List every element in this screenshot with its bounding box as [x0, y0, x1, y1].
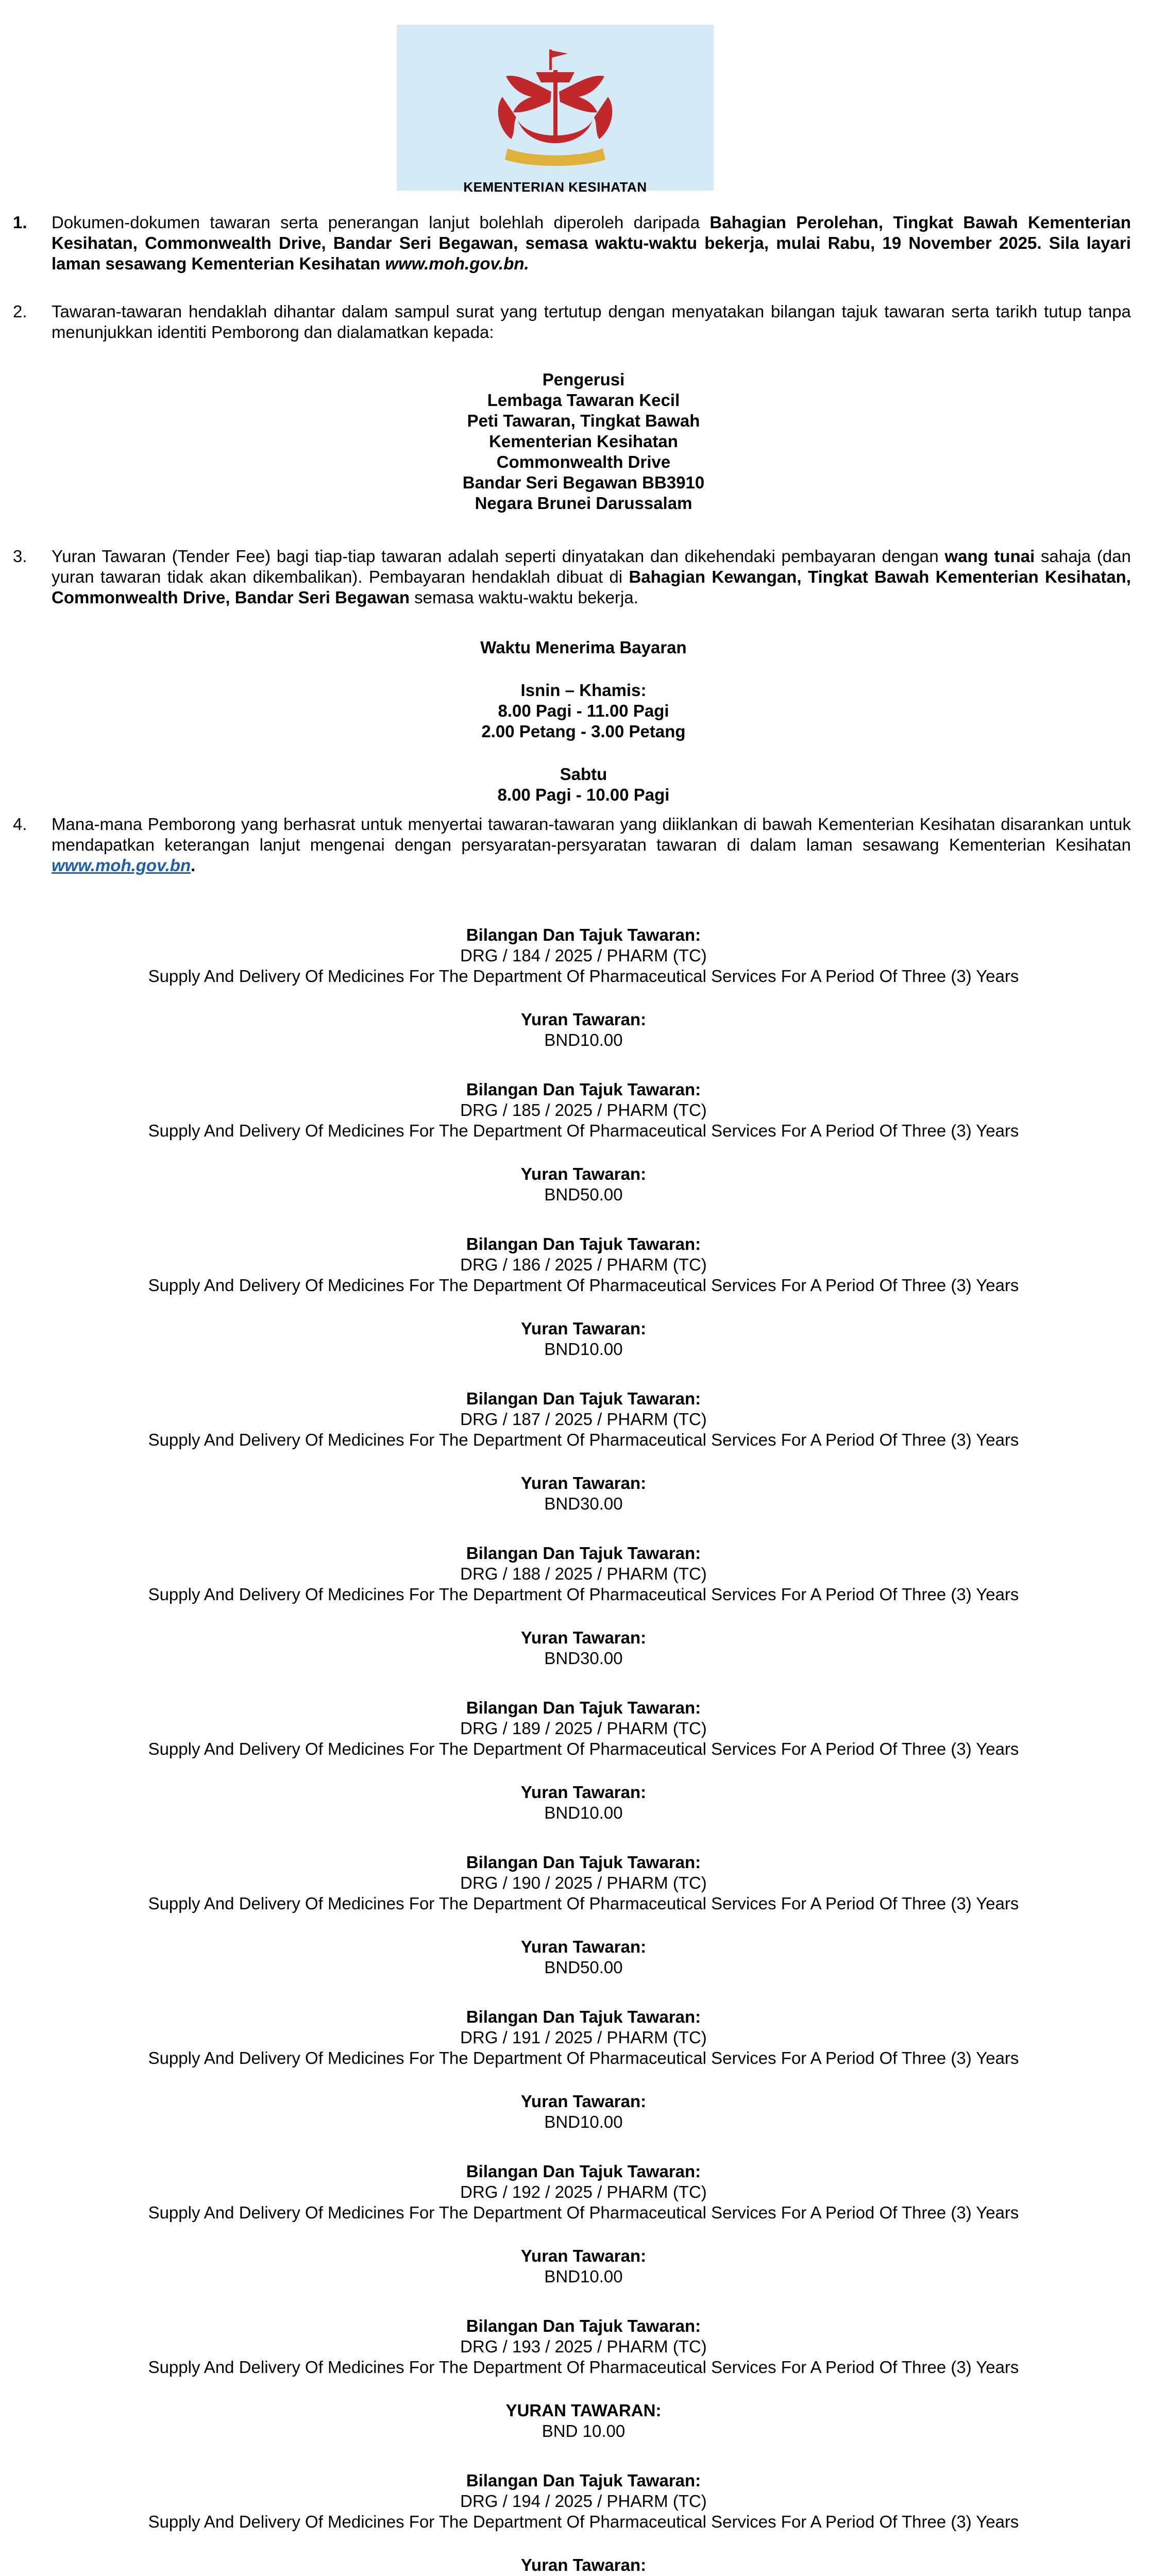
tender-spacer	[0, 1450, 1167, 1473]
para-1-bold: Bahagian Perolehan, Tingkat Bawah Kementerian Kesihatan, Commonwealth Drive, Bandar Seri Begawan, semasa waktu-waktu bekerja, mulai Rabu, 19 November 2025. Sila layari laman sesawang Kementerian Kesihatan	[52, 213, 1131, 273]
address-line: Kementerian Kesihatan	[489, 432, 678, 451]
address-line: Pengerusi	[542, 370, 625, 389]
payment-hours	[0, 637, 1167, 805]
tender-fee: BND10.00	[544, 2112, 623, 2131]
tender-label: Bilangan Dan Tajuk Tawaran:	[466, 1853, 701, 1872]
tender-fee-label: Yuran Tawaran:	[520, 2246, 647, 2265]
tender-fee-label: Yuran Tawaran:	[520, 1783, 647, 1802]
tender-item	[0, 2007, 1167, 2132]
saturday-slot: 8.00 Pagi - 10.00 Pagi	[497, 785, 670, 804]
tender-spacer	[0, 1914, 1167, 1937]
tender-ref: DRG / 187 / 2025 / PHARM (TC)	[460, 1410, 707, 1429]
ministry-name: KEMENTERIAN KESIHATAN	[463, 179, 647, 195]
tender-fee-label: Yuran Tawaran:	[520, 1164, 647, 1183]
tender-title: Supply And Delivery Of Medicines For The Department Of Pharmaceutical Services For A Period Of Three (3) Years	[148, 1894, 1019, 1913]
tender-ref: DRG / 188 / 2025 / PHARM (TC)	[460, 1564, 707, 1583]
para-4-number: 4.	[13, 815, 27, 834]
tender-label: Bilangan Dan Tajuk Tawaran:	[466, 1544, 701, 1563]
tender-label: Bilangan Dan Tajuk Tawaran:	[466, 1234, 701, 1253]
tender-item	[0, 925, 1167, 1050]
tender-title: Supply And Delivery Of Medicines For The Department Of Pharmaceutical Services For A Period Of Three (3) Years	[148, 1121, 1019, 1140]
address-block	[0, 369, 1167, 514]
para-4-end: .	[191, 856, 196, 875]
tender-fee-label: Yuran Tawaran:	[520, 1473, 647, 1493]
tender-fee: BND50.00	[544, 1185, 623, 1204]
address-line: Negara Brunei Darussalam	[475, 494, 692, 513]
tender-fee-label: Yuran Tawaran:	[520, 2555, 647, 2574]
tender-label: Bilangan Dan Tajuk Tawaran:	[466, 925, 701, 944]
address-line: Bandar Seri Begawan BB3910	[462, 473, 705, 492]
para-1	[52, 212, 1131, 274]
tender-ref: DRG / 186 / 2025 / PHARM (TC)	[460, 1255, 707, 1274]
tender-title: Supply And Delivery Of Medicines For The Department Of Pharmaceutical Services For A Period Of Three (3) Years	[148, 1276, 1019, 1295]
tender-fee-label: Yuran Tawaran:	[520, 1319, 647, 1338]
para-3-cash: wang tunai	[944, 547, 1035, 566]
tender-item	[0, 1234, 1167, 1360]
tender-spacer	[0, 987, 1167, 1009]
tender-ref: DRG / 194 / 2025 / PHARM (TC)	[460, 2492, 707, 2511]
tender-ref: DRG / 193 / 2025 / PHARM (TC)	[460, 2337, 707, 2356]
tender-ref: DRG / 189 / 2025 / PHARM (TC)	[460, 1719, 707, 1738]
tender-item	[0, 2470, 1167, 2576]
para-3	[52, 546, 1131, 608]
tender-label: Bilangan Dan Tajuk Tawaran:	[466, 2007, 701, 2026]
tender-spacer	[0, 2532, 1167, 2555]
tender-ref: DRG / 185 / 2025 / PHARM (TC)	[460, 1100, 707, 1120]
payment-hours-title: Waktu Menerima Bayaran	[480, 638, 687, 657]
tender-fee-label: Yuran Tawaran:	[520, 1010, 647, 1029]
para-3-text: sahaja (dan yuran tawaran tidak akan dikembalikan). Pembayaran hendaklah dibuat di	[52, 547, 1131, 586]
tender-ref: DRG / 191 / 2025 / PHARM (TC)	[460, 2028, 707, 2047]
para-3-text: semasa waktu-waktu bekerja.	[410, 588, 638, 607]
tender-fee-label: YURAN TAWARAN:	[505, 2401, 662, 2420]
weekday-slot: 8.00 Pagi - 11.00 Pagi	[498, 701, 669, 720]
tender-title: Supply And Delivery Of Medicines For The Department Of Pharmaceutical Services For A Period Of Three (3) Years	[148, 1430, 1019, 1449]
tender-ref: DRG / 184 / 2025 / PHARM (TC)	[460, 946, 707, 965]
tender-item	[0, 2161, 1167, 2287]
tender-spacer	[0, 1759, 1167, 1782]
tender-fee: BND 10.00	[542, 2421, 625, 2441]
tender-fee-label: Yuran Tawaran:	[520, 1937, 647, 1956]
para-3-number: 3.	[13, 547, 27, 566]
para-2-number: 2.	[13, 302, 27, 321]
tender-item	[0, 2316, 1167, 2442]
tender-fee: BND50.00	[544, 1958, 623, 1977]
moh-website-link[interactable]: www.moh.gov.bn	[52, 856, 191, 875]
weekday-slot: 2.00 Petang - 3.00 Petang	[481, 722, 686, 741]
address-line: Peti Tawaran, Tingkat Bawah	[467, 411, 700, 430]
tender-item	[0, 1079, 1167, 1205]
para-1-number: 1.	[13, 213, 27, 232]
tender-label: Bilangan Dan Tajuk Tawaran:	[466, 1080, 701, 1099]
tender-fee-label: Yuran Tawaran:	[520, 1628, 647, 1647]
tender-fee-label: Yuran Tawaran:	[520, 2092, 647, 2111]
tender-spacer	[0, 2378, 1167, 2400]
tender-fee: BND30.00	[544, 1649, 623, 1668]
tender-fee: BND10.00	[544, 1030, 623, 1049]
para-2: Tawaran-tawaran hendaklah dihantar dalam sampul surat yang tertutup dengan menyatakan bilangan tajuk tawaran serta tarikh tutup tanpa menunjukkan identiti Pemborong dan dialamatkan kepada:	[52, 302, 1131, 342]
address-line: Commonwealth Drive	[496, 452, 671, 471]
tender-spacer	[0, 2223, 1167, 2246]
tender-label: Bilangan Dan Tajuk Tawaran:	[466, 2471, 701, 2490]
tender-spacer	[0, 1141, 1167, 1164]
tender-fee: BND10.00	[544, 1803, 623, 1822]
tender-spacer	[0, 1605, 1167, 1628]
tender-title: Supply And Delivery Of Medicines For The Department Of Pharmaceutical Services For A Period Of Three (3) Years	[148, 1739, 1019, 1758]
tender-label: Bilangan Dan Tajuk Tawaran:	[466, 1389, 701, 1408]
para-1-website: www.moh.gov.bn.	[385, 254, 529, 273]
para-4-text: Mana-mana Pemborong yang berhasrat untuk menyertai tawaran-tawaran yang diiklankan di bawah Kementerian Kesihatan disarankan untuk mendapatkan keterangan lanjut mengenai dengan persyaratan-persyaratan tawaran di dalam laman sesawang Kementerian Kesihatan	[52, 815, 1131, 854]
tender-title: Supply And Delivery Of Medicines For The Department Of Pharmaceutical Services For A Period Of Three (3) Years	[148, 2203, 1019, 2222]
tender-label: Bilangan Dan Tajuk Tawaran:	[466, 1698, 701, 1717]
brunei-crest-icon	[397, 25, 714, 191]
tender-label: Bilangan Dan Tajuk Tawaran:	[466, 2162, 701, 2181]
tender-ref: DRG / 190 / 2025 / PHARM (TC)	[460, 1873, 707, 1892]
para-3-text: Yuran Tawaran (Tender Fee) bagi tiap-tiap tawaran adalah seperti dinyatakan dan dikehendaki pembayaran dengan	[52, 547, 945, 566]
tender-fee: BND10.00	[544, 2267, 623, 2286]
saturday-label: Sabtu	[560, 765, 607, 784]
tender-spacer	[0, 2069, 1167, 2091]
tender-label: Bilangan Dan Tajuk Tawaran:	[466, 2316, 701, 2335]
tender-title: Supply And Delivery Of Medicines For The Department Of Pharmaceutical Services For A Period Of Three (3) Years	[148, 2358, 1019, 2377]
tender-spacer	[0, 1296, 1167, 1318]
tender-title: Supply And Delivery Of Medicines For The Department Of Pharmaceutical Services For A Period Of Three (3) Years	[148, 967, 1019, 986]
para-4	[52, 814, 1131, 876]
tender-title: Supply And Delivery Of Medicines For The Department Of Pharmaceutical Services For A Period Of Three (3) Years	[148, 2048, 1019, 2067]
tender-item	[0, 1698, 1167, 1823]
tender-title: Supply And Delivery Of Medicines For The Department Of Pharmaceutical Services For A Period Of Three (3) Years	[148, 1585, 1019, 1604]
tender-item	[0, 1388, 1167, 1514]
tender-title: Supply And Delivery Of Medicines For The Department Of Pharmaceutical Services For A Period Of Three (3) Years	[148, 2512, 1019, 2531]
tender-fee: BND30.00	[544, 1494, 623, 1513]
tender-item	[0, 1852, 1167, 1978]
tender-item	[0, 1543, 1167, 1669]
tender-ref: DRG / 192 / 2025 / PHARM (TC)	[460, 2182, 707, 2201]
address-line: Lembaga Tawaran Kecil	[487, 391, 680, 410]
tender-fee: BND10.00	[544, 1340, 623, 1359]
weekday-label: Isnin – Khamis:	[520, 681, 647, 700]
para-1-text: Dokumen-dokumen tawaran serta penerangan lanjut bolehlah diperoleh daripada	[52, 213, 710, 232]
ministry-logo	[397, 25, 714, 195]
para-3-finance-dept: Bahagian Kewangan, Tingkat Bawah Kementerian Kesihatan, Commonwealth Drive, Bandar Seri Begawan	[52, 567, 1131, 607]
